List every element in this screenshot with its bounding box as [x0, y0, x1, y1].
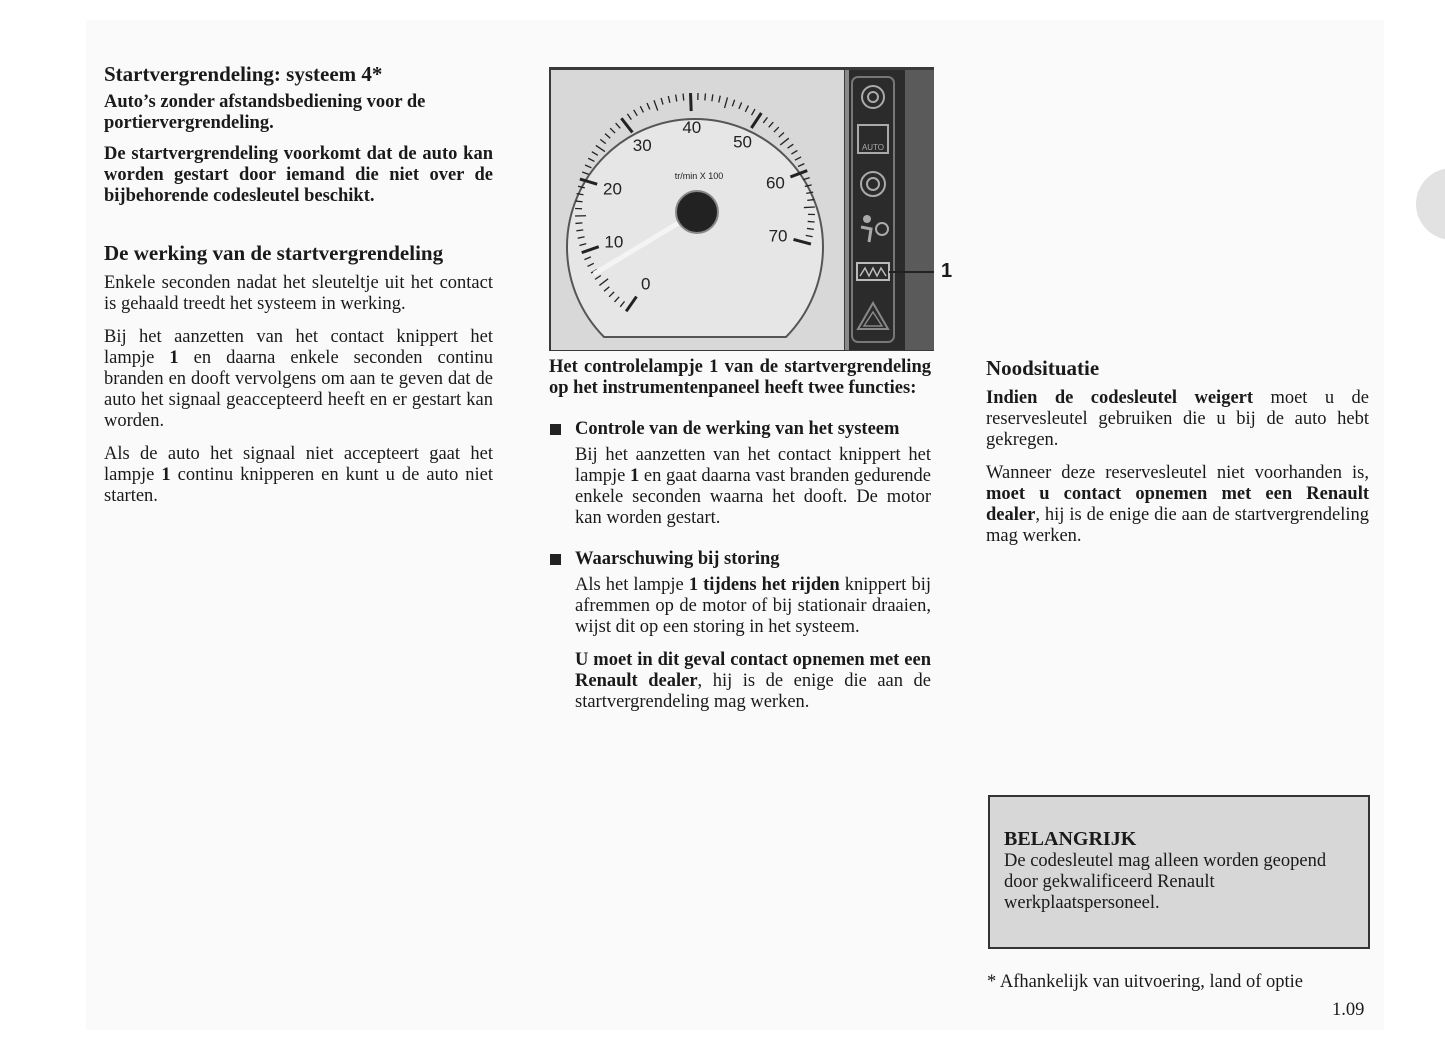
minor-tick [683, 94, 684, 101]
emergency-title: Noodsituatie [986, 356, 1100, 380]
paragraph-3 [104, 444, 493, 507]
b1-lamp-number: 1 [629, 466, 640, 486]
page-title: Startvergrendeling: systeem 4* [104, 62, 383, 86]
important-text: De codesleutel mag alleen worden geopend door gekwalificeerd Renault werkplaatspersoneel. [1004, 851, 1327, 913]
footnote: * Afhankelijk van uitvoering, land of optie [987, 972, 1303, 992]
minor-tick [575, 223, 582, 224]
e2-part-a: Wanneer deze reservesleutel niet voorhanden is, [986, 463, 1369, 483]
b1-part-c: en gaat daarna vast branden gedurende enkele seconden waarna het dooft. De motor kan worden gestart. [575, 466, 932, 528]
tick-label: 30 [632, 136, 652, 156]
emergency-paragraph-2 [986, 463, 1369, 547]
minor-tick [807, 200, 814, 201]
section-title: De werking van de startvergrendeling [104, 241, 444, 265]
e2-part-c: , hij is de enige die aan de startvergrendeling mag werken. [986, 505, 1369, 546]
b2-part-c: knippert bij afremmen op de motor of bij stationair draaien, wijst dit op een storing in het systeem. [575, 575, 931, 637]
b1-part-a: Bij het aanzetten van het contact knippert het lampje [575, 445, 931, 486]
bullet-2-title: Waarschuwing bij storing [575, 549, 780, 569]
e1-bold: Indien de codesleutel weigert [986, 388, 1254, 408]
bullet-square-icon [550, 424, 561, 435]
bullet-square-icon [550, 554, 561, 565]
b2-bold: 1 tijdens het rijden [688, 575, 840, 595]
minor-tick [576, 201, 583, 202]
major-tick [691, 93, 692, 111]
bullet-fault-warning [549, 549, 931, 713]
middle-column [549, 357, 931, 713]
bullet-function-check [549, 419, 931, 529]
tick-label: 10 [604, 232, 624, 252]
tick-label: 20 [603, 179, 622, 199]
p2-part-c: en daarna enkele seconden continu branden en dooft vervolgens om aan te geven dat de auto het signaal geaccepteerd heeft en er gestart kan worden. [104, 348, 494, 431]
right-column [986, 356, 1369, 547]
needle-hub [676, 191, 718, 233]
e1-rest: moet u de reservesleutel gebruiken die u bij de auto hebt gekregen. [986, 388, 1369, 450]
bullet-2-dealer-text [575, 650, 931, 713]
b2-dealer-bold: U moet in dit geval contact opnemen met een Renault dealer [575, 650, 931, 691]
important-box [988, 795, 1370, 949]
p3-part-a: Als de auto het signaal niet accepteert gaat het lampje [104, 444, 493, 485]
tick-label: 0 [640, 274, 651, 294]
instrument-panel-figure [549, 67, 934, 351]
figure-caption: Het controlelampje 1 van de startvergrendeling op het instrumentenpaneel heeft twee functies: [549, 357, 931, 398]
intro-text: De startvergrendeling voorkomt dat de auto kan worden gestart door iemand die niet over de bijbehorende codesleutel beschikt. [104, 144, 493, 206]
p3-lamp-number: 1 [161, 465, 171, 485]
panel-edge [905, 70, 934, 350]
page-number: 1.09 [1332, 1000, 1365, 1020]
page-tab-marker [1416, 168, 1445, 240]
tick-label: 70 [768, 226, 788, 246]
minor-tick [804, 207, 815, 208]
callout-number: 1 [941, 260, 953, 282]
p3-part-c: continu knipperen en kunt u de auto niet starten. [104, 465, 493, 506]
tick-label: 60 [765, 173, 785, 193]
b2-dealer-rest: , hij is de enige die aan de startvergrendeling mag werken. [575, 671, 931, 712]
paragraph-2 [104, 327, 493, 432]
bullet-1-title: Controle van de werking van het systeem [575, 419, 900, 439]
minor-tick [808, 221, 815, 222]
bullet-2-text [575, 575, 931, 638]
p2-part-a: Bij het aanzetten van het contact knippert het lampje [104, 327, 493, 368]
b2-part-a: Als het lampje [575, 575, 689, 595]
tick-label: 50 [733, 132, 753, 152]
divider-strip [845, 70, 849, 350]
bullet-1-text [575, 445, 931, 529]
left-column [104, 62, 493, 507]
tick-label: 40 [682, 118, 702, 138]
minor-tick [705, 93, 706, 100]
emergency-paragraph-1 [986, 388, 1369, 451]
p2-lamp-number: 1 [169, 348, 179, 368]
paragraph-1-text: Enkele seconden nadat het sleuteltje uit het contact is gehaald treedt het systeem in werking. [104, 273, 493, 314]
gauge-unit-label: tr/min X 100 [674, 171, 724, 181]
paragraph-1 [104, 273, 493, 315]
instrument-panel-svg [549, 67, 934, 351]
important-title: BELANGRIJK [1004, 828, 1137, 850]
auto-icon-label: AUTO [861, 143, 885, 152]
e2-bold: moet u contact opnemen met een Renault dealer [986, 484, 1369, 525]
subtitle: Auto’s zonder afstandsbediening voor de portiervergrendeling. [104, 92, 426, 133]
